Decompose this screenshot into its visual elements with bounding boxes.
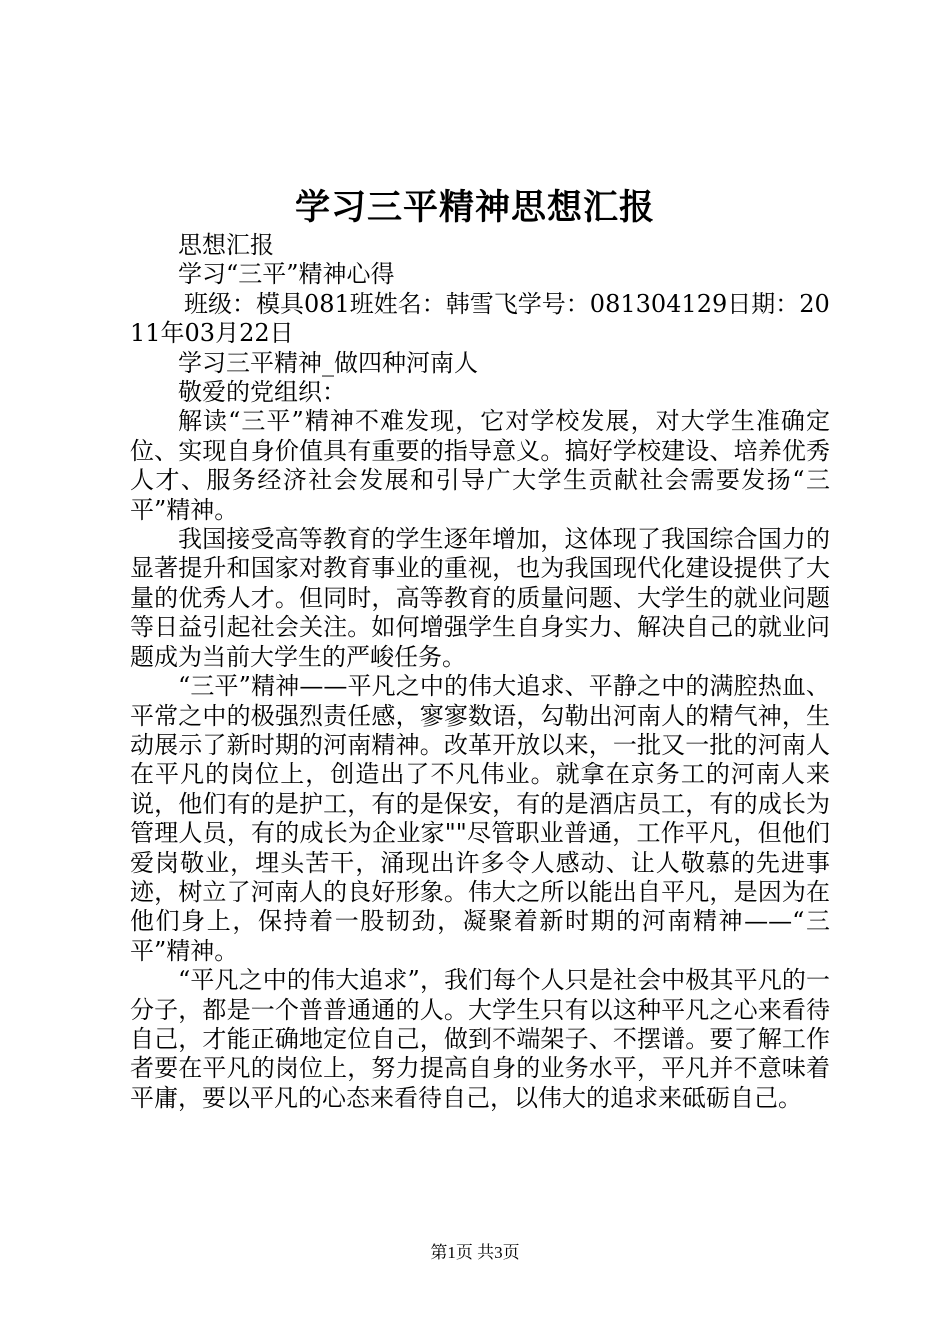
salutation: 敬爱的党组织： — [178, 378, 346, 407]
body-paragraph: “平凡之中的伟大追求”，我们每个人只是社会中极其平凡的一分子，都是一个普普通通的人。大学生只有以这种平凡之心来看待自己，才能正确地定位自己，做到不端架子、不摆谱。要了解工作者要在平凡的岗位上，努力提高自身的业务水平，平凡并不意味着平庸，要以平凡的心态来看待自己，以伟大的追求来砥砺自己。 — [130, 966, 830, 1112]
heading-line: 学习三平精神_做四种河南人 — [178, 348, 478, 377]
body-paragraph: “三平”精神——平凡之中的伟大追求、平静之中的满腔热血、平常之中的极强烈责任感，寥寥数语，勾勒出河南人的精气神，生动展示了新时期的河南精神。改革开放以来，一批又一批的河南人在平凡的岗位上，创造出了不凡伟业。就拿在京务工的河南人来说，他们有的是护工，有的是保安，有的是酒店员工，有的成长为管理人员，有的成长为企业家""尽管职业普通，工作平凡，但他们爱岗敬业，埋头苦干，涌现出许多令人感动、让人敬慕的先进事迹，树立了河南人的良好形象。伟大之所以能出自平凡，是因为在他们身上，保持着一股韧劲，凝聚着新时期的河南精神——“三平”精神。 — [130, 672, 830, 965]
heading-line: 思想汇报 — [178, 231, 274, 259]
document-body — [130, 231, 830, 1113]
heading-line: 学习“三平”精神心得 — [178, 260, 395, 289]
body-paragraph: 解读“三平”精神不难发现，它对学校发展，对大学生准确定位、实现自身价值具有重要的指导意义。搞好学校建设、培养优秀人才、服务经济社会发展和引导广大学生贡献社会需要发扬“三平”精神。 — [130, 407, 830, 524]
student-info-line: 班级：模具081班姓名：韩雪飞学号：081304129日期：2011年03月22日 — [130, 289, 830, 348]
document-title: 学习三平精神思想汇报 — [294, 187, 655, 228]
body-paragraph: 我国接受高等教育的学生逐年增加，这体现了我国综合国力的显著提升和国家对教育事业的重视，也为我国现代化建设提供了大量的优秀人才。但同时，高等教育的质量问题、大学生的就业问题等日益引起社会关注。如何增强学生自身实力、解决自己的就业问题成为当前大学生的严峻任务。 — [130, 525, 830, 671]
page-number-footer: 第1页 共3页 — [430, 1243, 520, 1262]
